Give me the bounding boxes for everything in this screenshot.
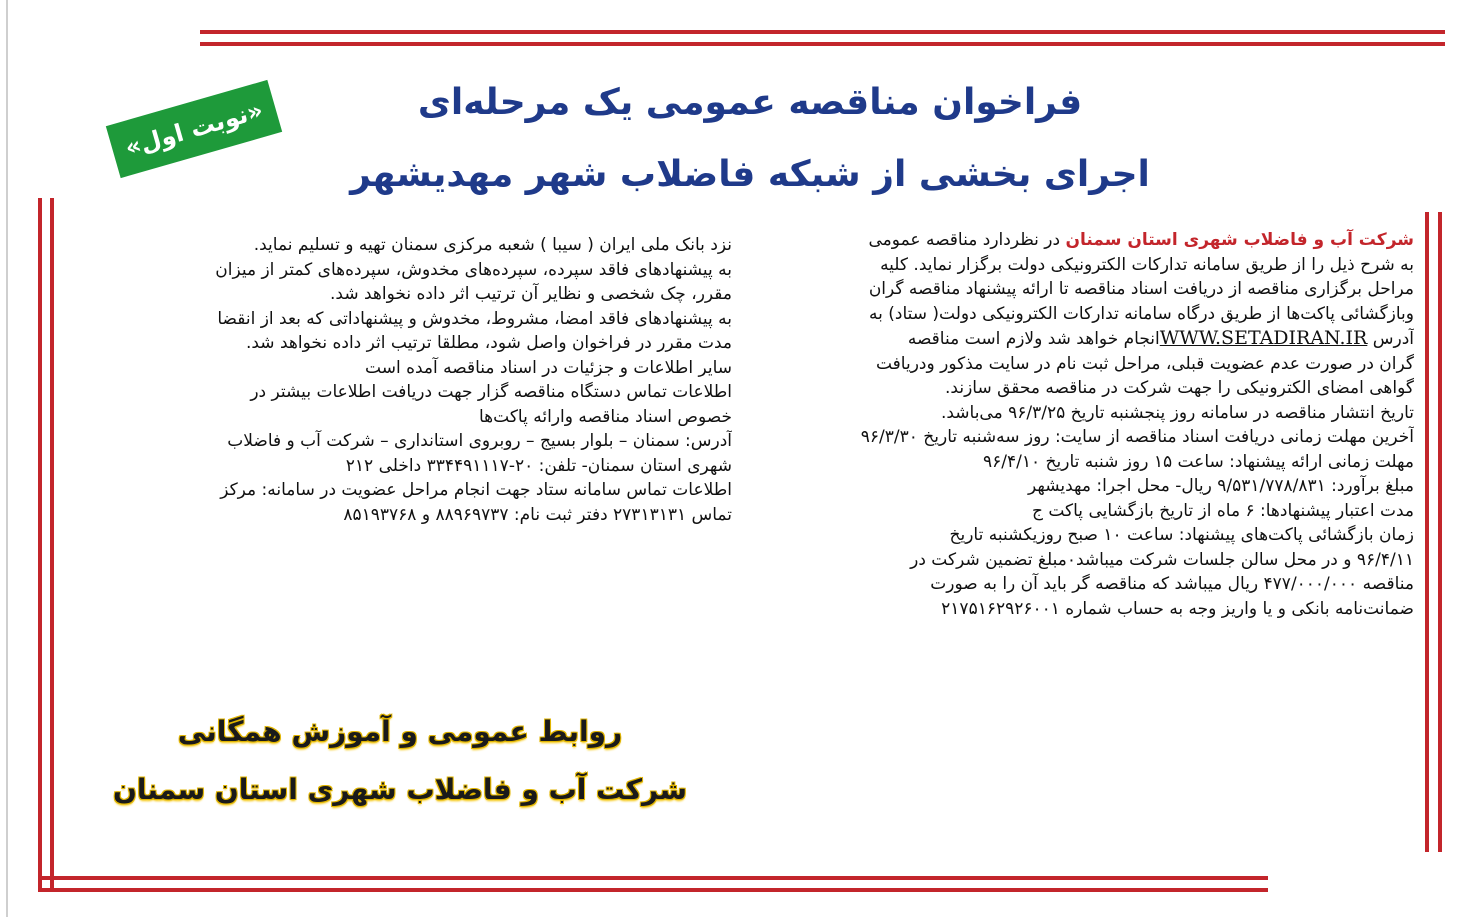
left-line-2: به پیشنهادهای فاقد سپرده، سپرده‌های مخدوش، سپرده‌های کمتر از میزان <box>215 259 732 280</box>
left-line-3: مقرر، چک شخصی و نظایر آن ترتیب اثر داده نخواهد شد. <box>330 284 732 304</box>
page-title-line2: اجرای بخشی از شبکه فاضلاب شهر مهدیشهر <box>350 154 1150 195</box>
right-line-15: مناقصه ۴۷۷/۰۰۰/۰۰۰ ریال میباشد که مناقصه گر باید آن را به صورت <box>930 574 1414 594</box>
right-line-14: ۹۶/۴/۱۱ و در محل سالن جلسات شرکت میباشد٠مبلغ تضمین شرکت در <box>910 549 1414 570</box>
left-column <box>72 233 732 527</box>
right-line-9: آخرین مهلت زمانی دریافت اسناد مناقصه از سایت: روز سه‌شنبه تاریخ ۹۶/۳/۳۰ <box>860 427 1414 447</box>
left-line-4: به پیشنهادهای فاقد امضا، مشروط، مخدوش و پیشنهاداتی که بعد از انقضا <box>217 308 732 329</box>
right-line-11: مبلغ برآورد: ۹/۵۳۱/۷۷۸/۸۳۱ ریال- محل اجرا: مهدیشهر <box>1028 476 1414 496</box>
right-line-7: گواهی امضای الکترونیکی را جهت شرکت در مناقصه محقق سازند. <box>945 378 1414 398</box>
right-line-10: مهلت زمانی ارائه پیشنهاد: ساعت ۱۵ روز شنبه تاریخ ۹۶/۴/۱۰ <box>983 451 1414 472</box>
right-line-8: تاریخ انتشار مناقصه در سامانه روز پنجشنبه تاریخ ۹۶/۳/۲۵ می‌باشد. <box>940 402 1414 423</box>
right-line-16: ضمانت‌نامه بانکی و یا واریز وجه به حساب شماره ۲۱۷۵۱۶۲۹۲۶۰۰۱ <box>941 598 1414 619</box>
left-line-11: اطلاعات تماس سامانه ستاد جهت انجام مراحل عضویت در سامانه: مرکز <box>220 480 732 500</box>
left-line-8: خصوص اسناد مناقصه وارائه پاکت‌ها <box>479 406 732 427</box>
signature-line1: روابط عمومی و آموزش همگانی <box>177 715 623 748</box>
right-line-4: وبازگشائی پاکت‌ها از طریق درگاه سامانه تدارکات الکترونیکی دولت( ستاد) به <box>869 303 1414 324</box>
right-line-6: گران در صورت عدم عضویت قبلی، مراحل ثبت نام در سایت مذکور ودریافت <box>875 353 1414 374</box>
right-line-1-text: در نظردارد مناقصه عمومی <box>868 230 1066 250</box>
right-line-12: مدت اعتبار پیشنهادها: ۶ ماه از تاریخ بازگشایی پاکت ج <box>1031 500 1414 521</box>
left-line-10: شهری استان سمنان- تلفن: ۲۰-۳۳۴۴۹۱۱۱۷ داخلی ۲۱۲ <box>345 455 732 476</box>
right-rule-inner <box>1425 212 1429 852</box>
page-title-line1: فراخوان مناقصه عمومی یک مرحله‌ای <box>417 82 1083 123</box>
right-column <box>762 228 1414 621</box>
first-round-badge: «نوبت اول» <box>106 80 282 178</box>
setadiran-link[interactable]: WWW.SETADIRAN.IR <box>1159 327 1368 349</box>
address-prefix: آدرس <box>1367 329 1414 349</box>
left-line-5: مدت مقرر در فراخوان واصل شود، مطلقا ترتیب اثر داده نخواهد شد. <box>245 333 732 353</box>
right-rule-outer <box>1438 212 1442 852</box>
bottom-rule-outer <box>38 888 1268 892</box>
left-rule-outer <box>38 198 42 888</box>
left-rule-inner <box>50 198 54 888</box>
bottom-rule-inner <box>38 876 1268 880</box>
left-line-6: سایر اطلاعات و جزئیات در اسناد مناقصه آمده است <box>365 357 732 378</box>
top-rule-inner <box>200 42 1445 46</box>
right-line-3: مراحل برگزاری مناقصه از دریافت اسناد مناقصه تا ارائه پیشنهاد مناقصه گران <box>868 279 1414 299</box>
address-suffix: انجام خواهد شد ولازم است مناقصه <box>907 329 1160 349</box>
right-line-13: زمان بازگشائی پاکت‌های پیشنهاد: ساعت ۱۰ صبح روزیکشنبه تاریخ <box>949 525 1414 545</box>
left-line-1: نزد بانک ملی ایران ( سیبا ) شعبه مرکزی سمنان تهیه و تسلیم نماید. <box>253 235 732 255</box>
signature-line2: شرکت آب و فاضلاب شهری استان سمنان <box>112 773 688 806</box>
company-name-lead: شرکت آب و فاضلاب شهری استان سمنان <box>1065 230 1414 250</box>
page-edge-line <box>6 0 8 917</box>
right-line-2: به شرح ذیل را از طریق سامانه تدارکات الکترونیکی دولت برگزار نماید. کلیه <box>880 254 1414 275</box>
left-line-12: تماس ۲۷۳۱۳۱۳۱ دفتر ثبت نام: ۸۸۹۶۹۷۳۷ و ۸۵۱۹۳۷۶۸ <box>343 504 732 525</box>
left-line-9: آدرس: سمنان – بلوار بسیج – روبروی استانداری – شرکت آب و فاضلاب <box>227 431 732 451</box>
right-line-5 <box>762 326 1414 352</box>
right-line-1 <box>762 228 1414 253</box>
left-line-7: اطلاعات تماس دستگاه مناقصه گزار جهت دریافت اطلاعات بیشتر در <box>250 382 732 402</box>
top-rule-outer <box>200 30 1445 34</box>
